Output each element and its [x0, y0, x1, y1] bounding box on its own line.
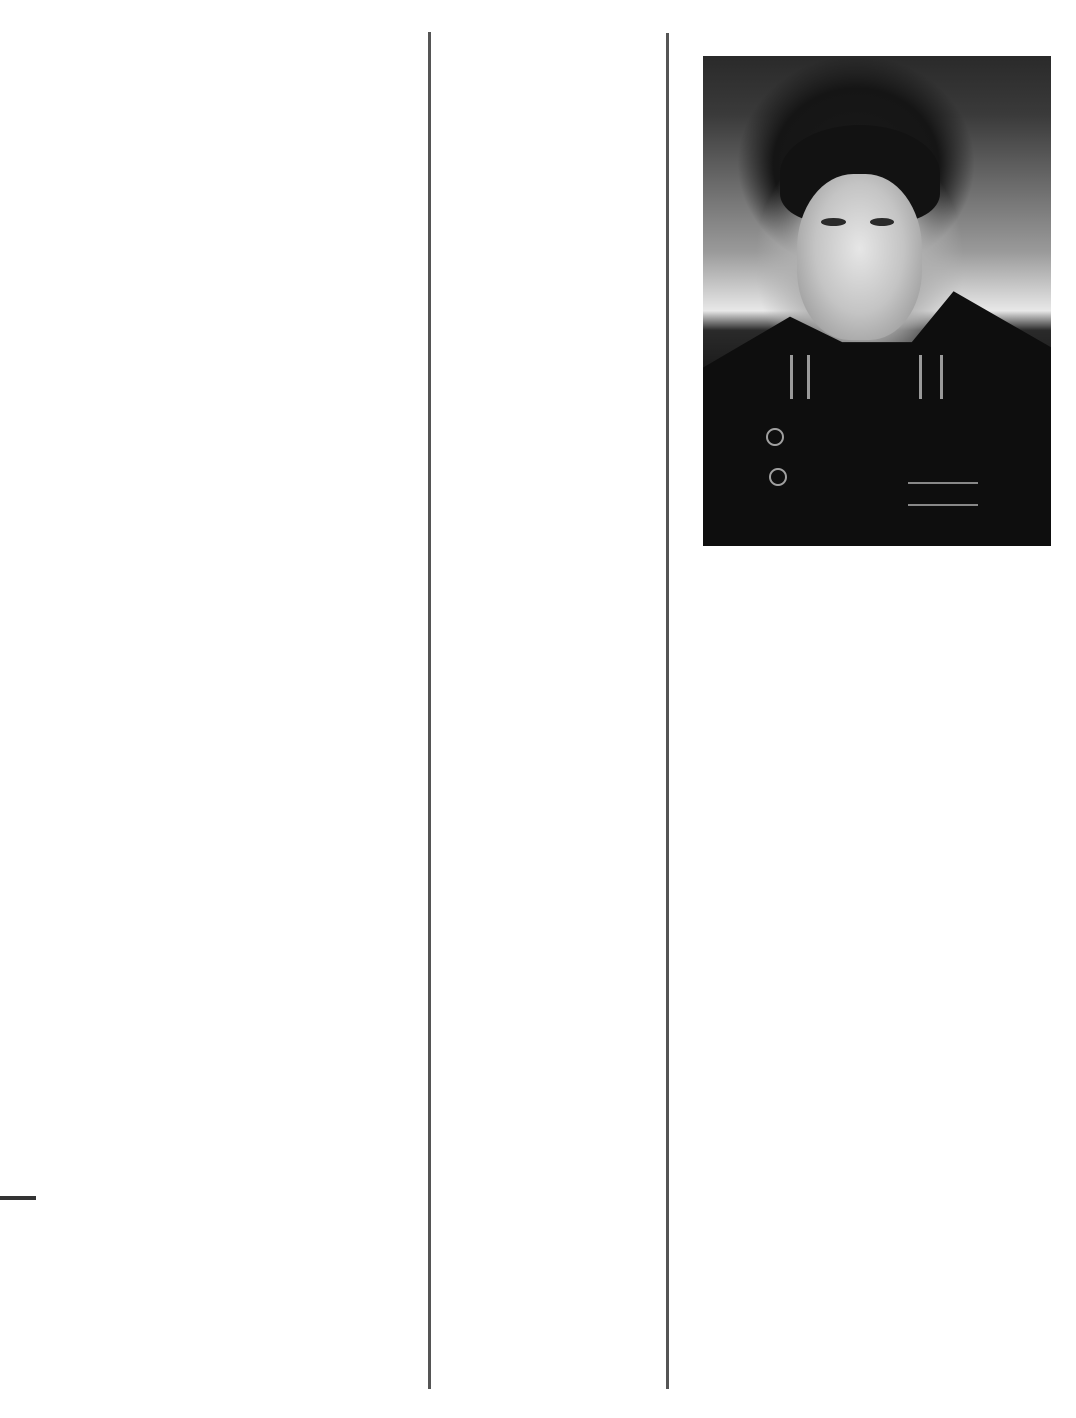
collar-tab-left-2: [807, 355, 810, 399]
ribbon-bar: [908, 482, 978, 506]
photo-eye-right: [870, 218, 894, 226]
collar-tab-right-2: [940, 355, 943, 399]
photo-eye-left: [821, 218, 845, 226]
academy-badge-icon: [769, 468, 787, 486]
portrait-photo: [703, 56, 1051, 546]
page-number-block: [0, 1196, 40, 1200]
column-divider-left: [428, 32, 431, 1389]
collar-tab-left: [790, 355, 793, 399]
collar-tab-right: [919, 355, 922, 399]
photo-face: [797, 174, 922, 341]
column-divider-right: [666, 33, 669, 1389]
medal-badge-icon: [766, 428, 784, 446]
page-number-rule-bottom: [0, 1198, 36, 1200]
